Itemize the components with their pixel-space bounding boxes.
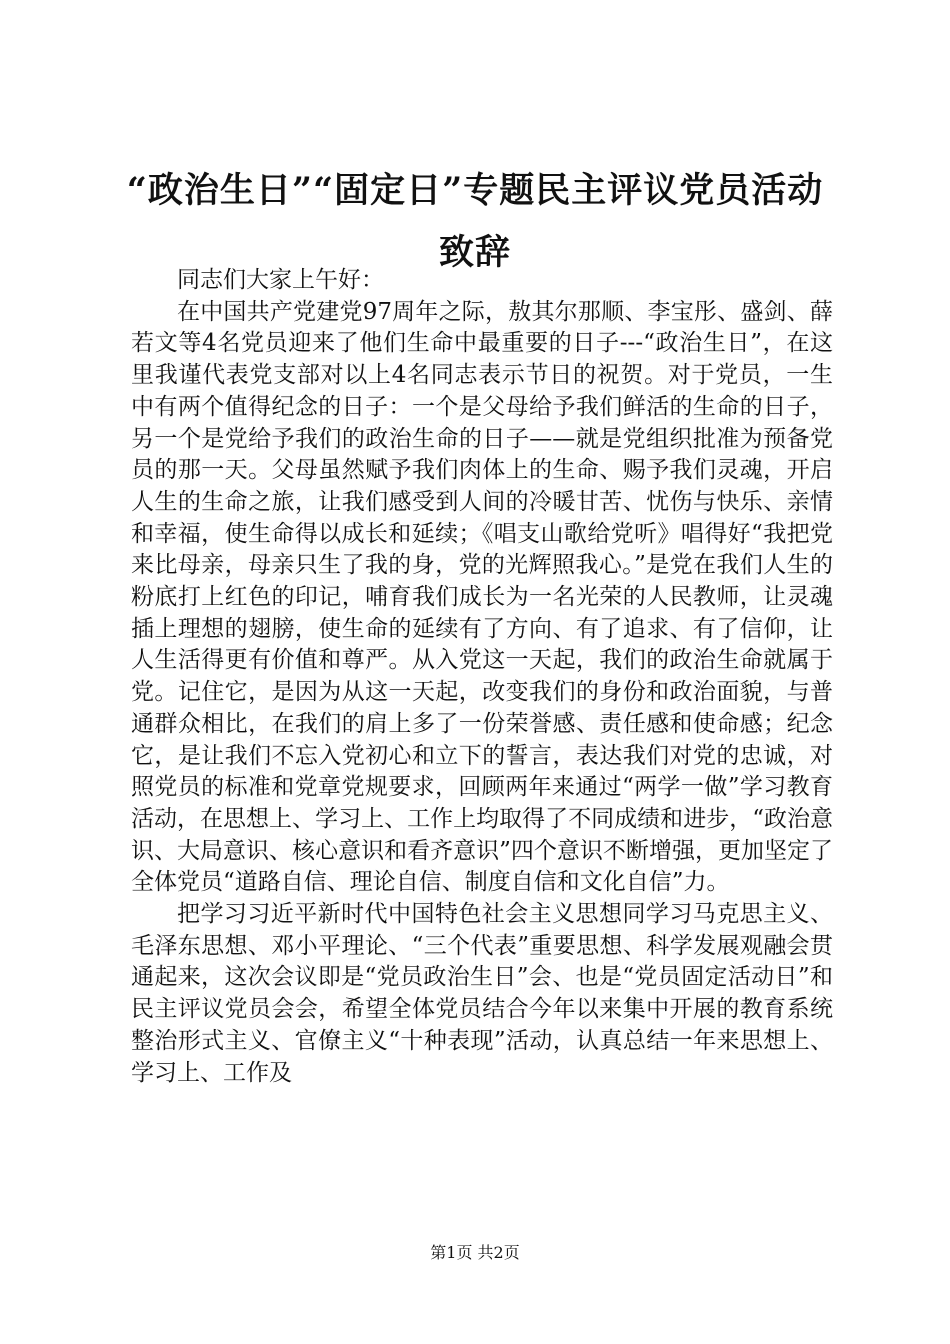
greeting-line: 同志们大家上午好： [177,267,384,293]
document-title: “政治生日”“固定日”专题民主评议党员活动致辞 [126,170,824,273]
body-paragraph-2: 把学习习近平新时代中国特色社会主义思想同学习马克思主义、毛泽东思想、邓小平理论、“三个代表”重要思想、科学发展观融会贯通起来，这次会议即是“党员政治生日”会、也是“党员固定活动日”和民主评议党员会会，希望全体党员结合今年以来集中开展的教育系统整治形式主义、官僚主义“十种表现”活动，认真总结一年来思想上、学习上、工作及 [131,901,833,1086]
page-footer: 第1页 共2页 [430,1243,520,1262]
body-paragraph-1: 在中国共产党建党97周年之际，敖其尔那顺、李宝彤、盛剑、薛若文等4名党员迎来了他们生命中最重要的日子---“政治生日”，在这里我谨代表党支部对以上4名同志表示节日的祝贺。对于党员，一生中有两个值得纪念的日子：一个是父母给予我们鲜活的生命的日子，另一个是党给予我们的政治生命的日子——就是党组织批准为预备党员的那一天。父母虽然赋予我们肉体上的生命、赐予我们灵魂，开启人生的生命之旅，让我们感受到人间的冷暖甘苦、忧伤与快乐、亲情和幸福，使生命得以成长和延续；《唱支山歌给党听》唱得好“我把党来比母亲，母亲只生了我的身，党的光辉照我心。”是党在我们人生的粉底打上红色的印记，哺育我们成长为一名光荣的人民教师，让灵魂插上理想的翅膀，使生命的延续有了方向、有了追求、有了信仰，让人生活得更有价值和尊严。从入党这一天起，我们的政治生命就属于党。记住它，是因为从这一天起，改变我们的身份和政治面貌，与普通群众相比，在我们的肩上多了一份荣誉感、责任感和使命感；纪念它，是让我们不忘入党初心和立下的誓言，表达我们对党的忠诚，对照党员的标准和党章党规要求，回顾两年来通过“两学一做”学习教育活动，在思想上、学习上、工作上均取得了不同成绩和进步，“政治意识、大局意识、核心意识和看齐意识”四个意识不断增强，更加坚定了全体党员“道路自信、理论自信、制度自信和文化自信”力。 [131,298,833,896]
document-body [131,265,833,1089]
